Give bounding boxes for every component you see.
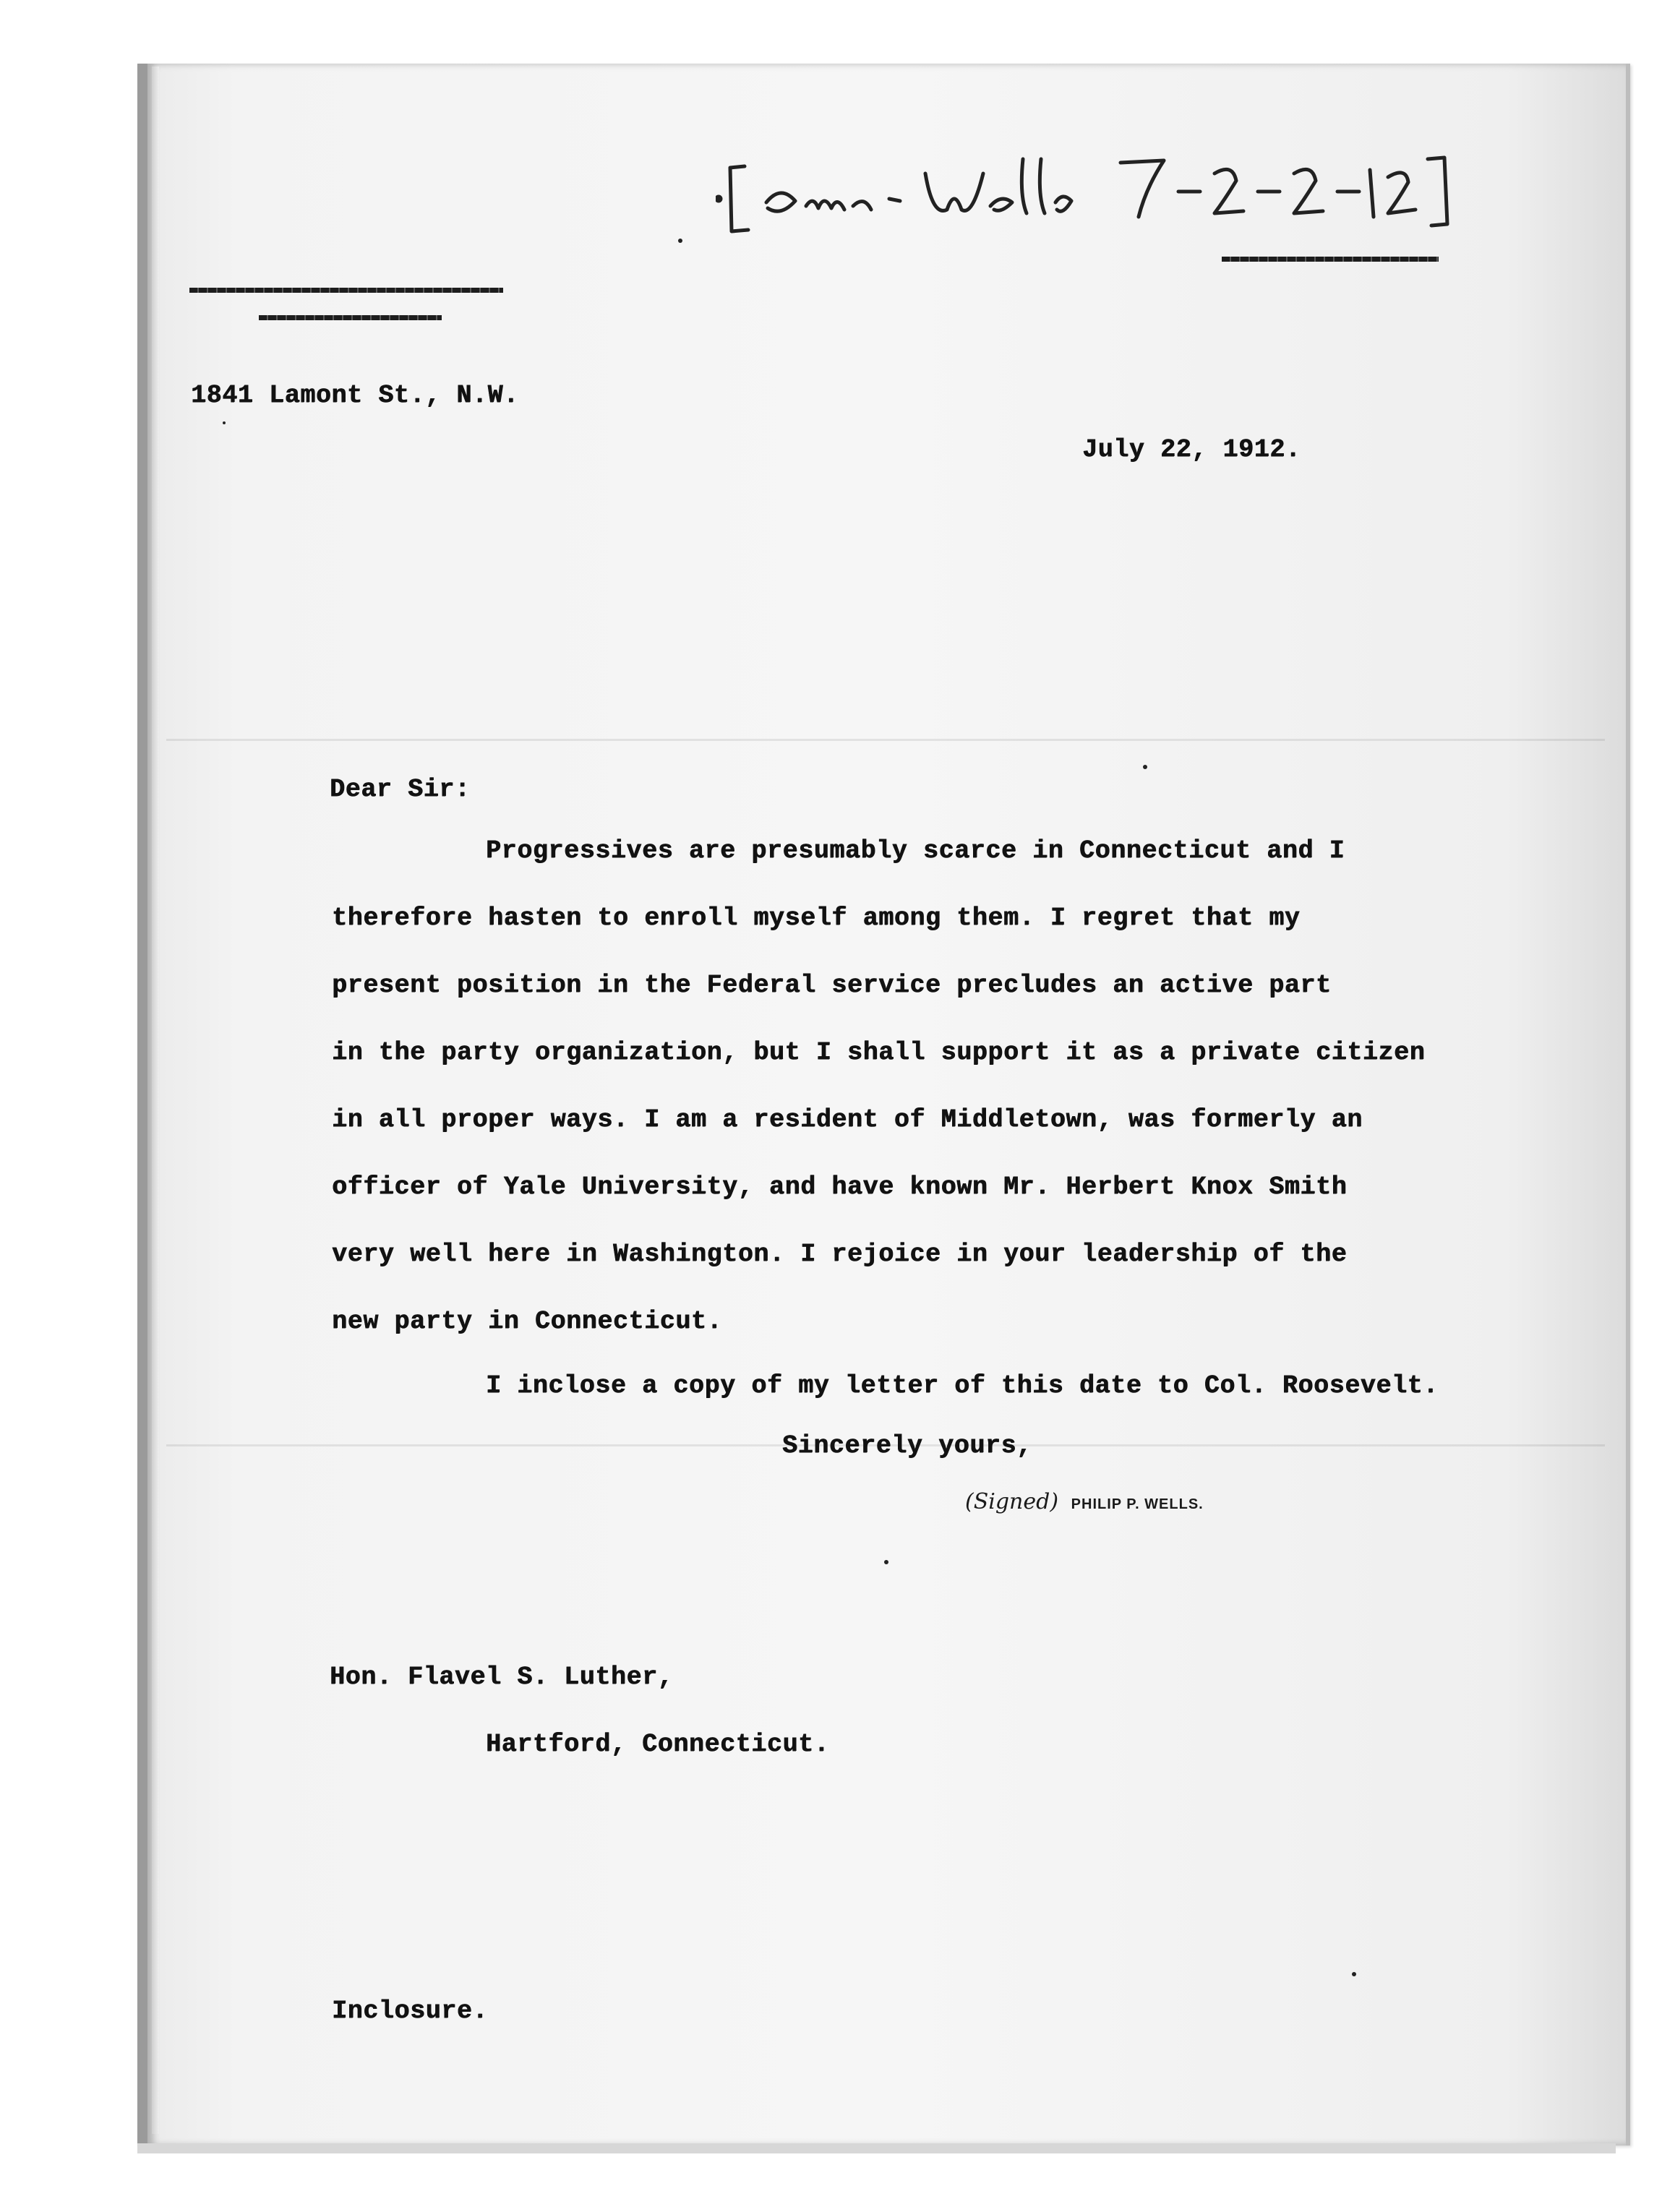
body-line: in all proper ways. I am a resident of Middletown, was formerly an: [332, 1105, 1363, 1134]
body-line: very well here in Washington. I rejoice in your leadership of the: [332, 1240, 1348, 1269]
handwritten-note: [716, 116, 1460, 253]
body-line: new party in Connecticut.: [332, 1307, 723, 1336]
body-line: therefore hasten to enroll myself among them. I regret that my: [332, 904, 1301, 933]
body-line: Progressives are presumably scarce in Connecticut and I: [486, 836, 1345, 865]
show-through-line: [166, 739, 1605, 741]
paper-speck: [678, 239, 682, 243]
signed-label: (Signed): [965, 1489, 1059, 1514]
signature-stamp: [965, 1489, 1204, 1514]
body-line: present position in the Federal service precludes an active part: [332, 971, 1332, 1000]
salutation: Dear Sir:: [330, 775, 471, 804]
letter-date: July 22, 1912.: [1082, 435, 1301, 464]
paper-edge: [152, 67, 159, 2134]
enclosure-label: Inclosure.: [332, 1997, 489, 2025]
header-rule-left-bottom: [259, 315, 442, 320]
enclosure-sentence: I inclose a copy of my letter of this date to Col. Roosevelt.: [486, 1371, 1439, 1400]
sender-address: 1841 Lamont St., N.W.: [191, 381, 519, 410]
paper-speck: [1143, 765, 1147, 769]
paper-bottom-edge: [137, 2143, 1616, 2153]
paper-speck: [1352, 1972, 1356, 1976]
paper-speck: [223, 421, 226, 424]
header-rule-right: [1222, 257, 1439, 262]
body-line: in the party organization, but I shall support it as a private citizen: [332, 1038, 1426, 1067]
body-line: officer of Yale University, and have known Mr. Herbert Knox Smith: [332, 1173, 1348, 1201]
signer-name: PHILIP P. WELLS.: [1071, 1496, 1204, 1512]
paper-speck: [884, 1560, 888, 1564]
closing: Sincerely yours,: [782, 1431, 1032, 1460]
header-rule-left-top: [189, 288, 503, 293]
recipient-city: Hartford, Connecticut.: [486, 1730, 830, 1759]
recipient-name: Hon. Flavel S. Luther,: [330, 1663, 674, 1692]
letter-paper: [137, 64, 1630, 2145]
